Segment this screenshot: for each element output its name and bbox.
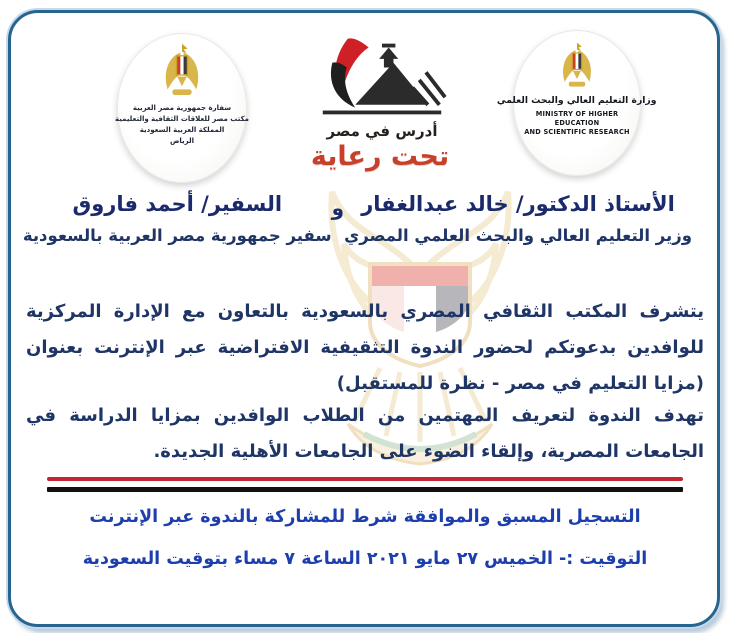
divider-red-bar [47, 477, 683, 481]
ministry-english-title [513, 110, 641, 137]
embassy-office-text [115, 103, 249, 147]
study-in-egypt-logo [316, 36, 448, 140]
ambassador-title: سفير جمهورية مصر العربية بالسعودية [22, 226, 332, 245]
egypt-eagle-icon [556, 42, 598, 90]
study-in-egypt-label: أدرس في مصر [326, 122, 438, 140]
purpose-paragraph: تهدف الندوة لتعريف المهتمين من الطلاب الوافدين بمزايا الدراسة في الجامعات المصرية، وإلقاء الضوء على الجامعات الأهلية الجديدة. [26, 405, 704, 462]
patron-minister [344, 192, 692, 245]
embassy-line: مكتب مصر للعلاقات الثقافية والتعليمية [115, 115, 249, 123]
registration-note: التسجيل المسبق والموافقة شرط للمشاركة بالندوة عبر الإنترنت [89, 507, 641, 527]
minister-title: وزير التعليم العالي والبحث العلمي المصري [344, 226, 692, 245]
ministry-english-line: AND SCIENTIFIC RESEARCH [524, 128, 630, 136]
divider-black-bar [47, 487, 683, 492]
flag-divider [47, 477, 683, 492]
ambassador-name: السفير/ أحمد فاروق [72, 192, 283, 216]
embassy-office-logo [117, 33, 247, 183]
invitation-paragraph: يتشرف المكتب الثقافي المصري بالسعودية بالتعاون مع الإدارة المركزية للوافدين بدعوتكم لحضور الندوة التثقيفية الافتراضية عبر الإنترنت بعنوان (مزايا التعليم في مصر - نظرة للمستقبل) [26, 301, 704, 394]
conjunction-waw: و [331, 196, 345, 220]
ministry-english-line: MINISTRY OF HIGHER EDUCATION [535, 110, 619, 127]
minister-name: الأستاذ الدكتور/ خالد عبدالغفار [361, 192, 675, 216]
patron-ambassador [23, 192, 332, 245]
pyramids-flag-icon [316, 36, 448, 122]
event-datetime: التوقيت :- الخميس ٢٧ مايو ٢٠٢١ الساعة ٧ مساء بتوقيت السعودية [82, 549, 648, 569]
egypt-eagle-icon [157, 43, 207, 99]
embassy-line: سفارة جمهورية مصر العربية [132, 104, 232, 112]
embassy-line: الرياض [169, 137, 195, 145]
patronage-title: تحت رعاية [310, 141, 450, 172]
patrons-row [20, 192, 710, 245]
embassy-line: المملكة العربية السعودية [139, 126, 225, 134]
ministry-logo [497, 30, 657, 176]
ministry-arabic-title: وزارة التعليم العالي والبحث العلمي [497, 95, 657, 106]
